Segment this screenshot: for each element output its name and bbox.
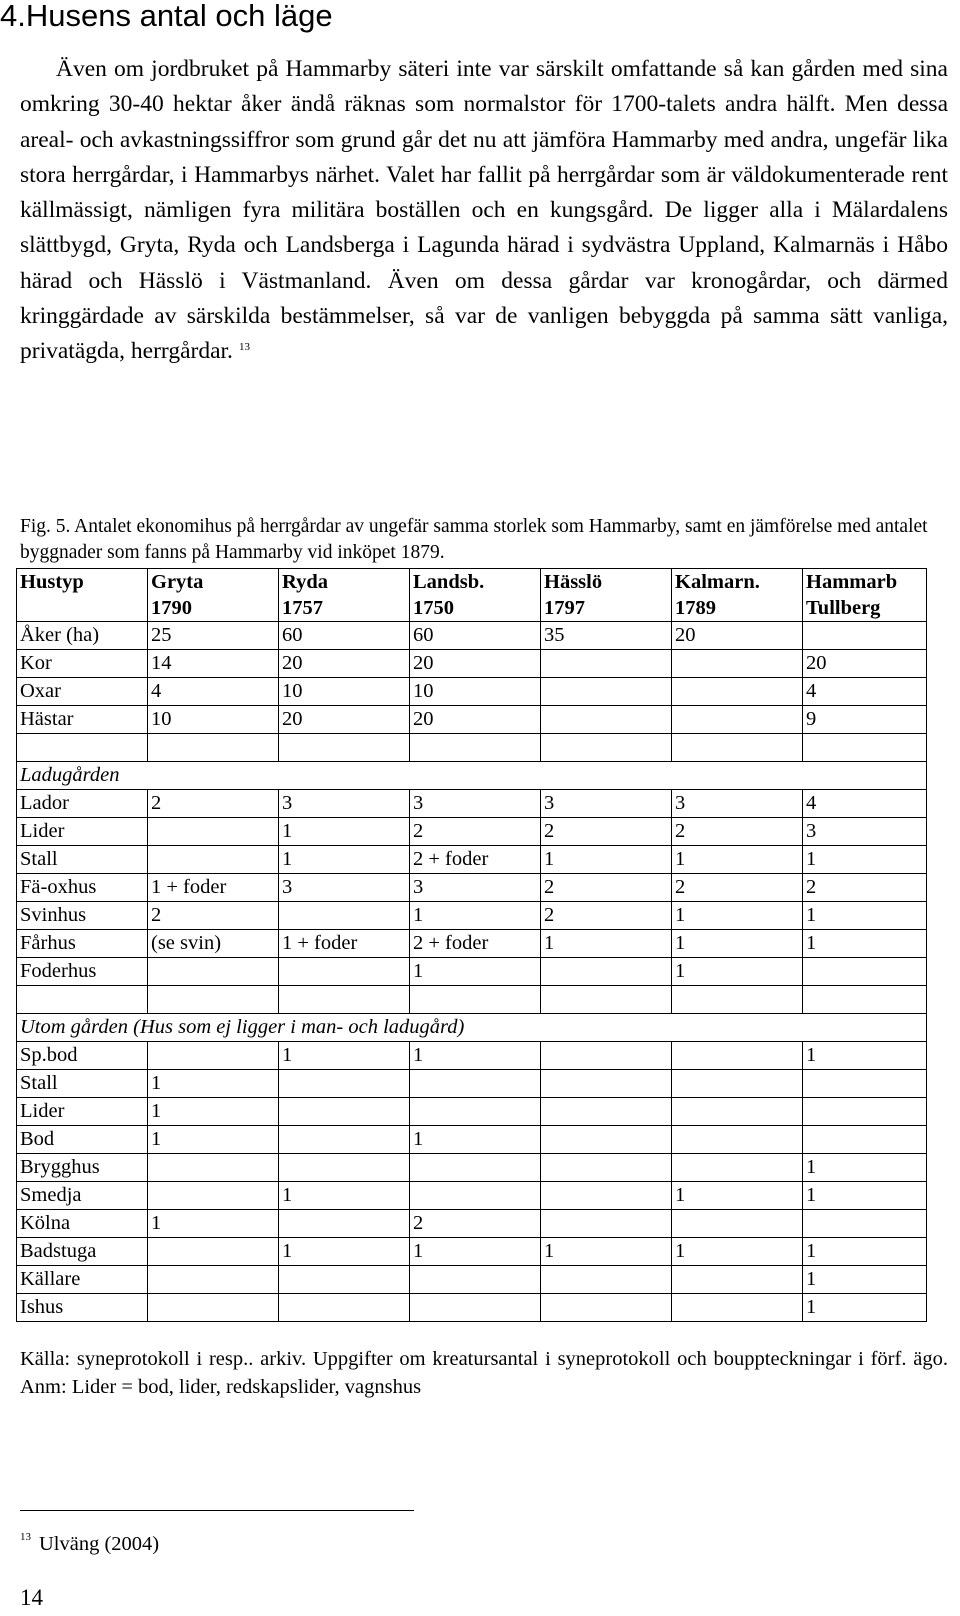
row-label-cell: Stall [17,846,148,874]
column-header [279,569,410,622]
row-label-cell: Foderhus [17,958,148,986]
table-blank-row [17,734,927,762]
table-cell: 1 [803,1042,927,1070]
table-cell: (se svin) [148,930,279,958]
table-cell: 4 [803,790,927,818]
table-cell [148,1042,279,1070]
row-label-cell: Lador [17,790,148,818]
column-header-line: 1757 [282,597,323,619]
table-cell [148,986,279,1014]
table-cell [148,958,279,986]
row-label-cell: Lider [17,1098,148,1126]
table-cell: 1 [803,902,927,930]
column-header [803,569,927,622]
column-header-line: Hammarb [806,571,898,593]
column-header [148,569,279,622]
table-cell [541,1182,672,1210]
table-cell [672,1070,803,1098]
table-cell: 1 [803,930,927,958]
table-row [17,1294,927,1322]
table-row [17,1070,927,1098]
table-row [17,846,927,874]
column-header-line: Gryta [151,571,204,593]
table-cell [279,1210,410,1238]
column-header-line: 1750 [413,597,454,619]
body-paragraph [20,52,948,370]
page-number: 14 [20,1585,43,1610]
row-label-cell: Smedja [17,1182,148,1210]
table-cell [279,1070,410,1098]
table-cell: 1 [672,930,803,958]
table-cell: 10 [410,678,541,706]
column-header-line: Hässlö [544,571,603,593]
table-cell: 2 + foder [410,930,541,958]
table-section-row [17,762,927,790]
table-cell [803,622,927,650]
table-cell [541,1126,672,1154]
column-header-line: 1789 [675,597,716,619]
table-cell [148,1266,279,1294]
row-label-cell: Oxar [17,678,148,706]
table-cell: 2 [410,818,541,846]
table-cell [279,986,410,1014]
table-row [17,1266,927,1294]
row-label-cell: Bod [17,1126,148,1154]
table-cell [148,1154,279,1182]
table-cell: 9 [803,706,927,734]
row-label-cell: Kor [17,650,148,678]
column-header [672,569,803,622]
table-cell: 3 [410,874,541,902]
table-cell: 60 [279,622,410,650]
table-cell [803,1126,927,1154]
footnote [20,1530,159,1558]
table-cell [541,706,672,734]
table-cell [148,1238,279,1266]
section-heading: 4.Husens antal och läge [0,0,333,33]
table-cell [279,1154,410,1182]
row-label-cell: Stall [17,1070,148,1098]
table-cell [672,734,803,762]
table-cell: 1 [279,1238,410,1266]
table-cell: 1 + foder [148,874,279,902]
table-cell [17,986,148,1014]
table-cell: 10 [279,678,410,706]
row-label-cell: Svinhus [17,902,148,930]
table-cell [541,1210,672,1238]
table-cell: 1 [672,902,803,930]
table-cell: 1 [410,1042,541,1070]
table-cell [803,958,927,986]
table-row [17,678,927,706]
table-cell: 1 [148,1098,279,1126]
table-cell: 4 [148,678,279,706]
table-cell [672,1210,803,1238]
row-label-cell: Källare [17,1266,148,1294]
table-cell: 4 [803,678,927,706]
column-header-line: 1790 [151,597,192,619]
table-cell [17,734,148,762]
table-cell: 1 [279,846,410,874]
table-cell: 1 [803,1266,927,1294]
table-cell: 25 [148,622,279,650]
table-cell: 3 [279,790,410,818]
table-cell [148,1294,279,1322]
table-cell: 1 [803,1294,927,1322]
column-header [541,569,672,622]
table-cell [279,1126,410,1154]
table-cell [148,818,279,846]
table-cell [541,650,672,678]
column-header-line: Kalmarn. [675,571,760,593]
table-cell [541,958,672,986]
table-cell [410,1098,541,1126]
table-row [17,1126,927,1154]
table-cell [803,1070,927,1098]
table-cell [410,1266,541,1294]
table-cell: 1 [672,846,803,874]
table-cell [541,1042,672,1070]
column-header-line: Landsb. [413,571,485,593]
table-row [17,874,927,902]
column-header-line: Hustyp [20,571,84,593]
footnote-divider [20,1510,414,1511]
table-cell: 2 + foder [410,846,541,874]
table-cell [541,986,672,1014]
table-cell [672,1098,803,1126]
table-cell [410,734,541,762]
table-cell: 1 [279,1042,410,1070]
table-cell: 2 [672,818,803,846]
table-cell: 1 [148,1126,279,1154]
table-cell [148,734,279,762]
table-cell [410,1070,541,1098]
table-cell: 2 [148,790,279,818]
row-label-cell: Fårhus [17,930,148,958]
table-cell: 1 [803,1238,927,1266]
table-cell: 1 [672,958,803,986]
table-row [17,1210,927,1238]
table-row [17,958,927,986]
row-label-cell: Fä-oxhus [17,874,148,902]
table-cell: 1 [803,1182,927,1210]
table-cell: 3 [672,790,803,818]
table-cell: 20 [279,706,410,734]
table-cell: 1 [410,1238,541,1266]
table-cell: 2 [803,874,927,902]
table-cell: 1 [803,846,927,874]
table-cell [672,706,803,734]
column-header [410,569,541,622]
column-header-line: Ryda [282,571,328,593]
table-cell [541,1154,672,1182]
table-cell: 1 [410,1126,541,1154]
table-cell: 2 [541,874,672,902]
table-cell: 1 [803,1154,927,1182]
table-cell: 2 [410,1210,541,1238]
table-cell [410,1154,541,1182]
row-label-cell: Ishus [17,1294,148,1322]
table-cell [672,1154,803,1182]
table-cell: 1 [148,1070,279,1098]
table-cell: 1 [279,1182,410,1210]
table-blank-row [17,986,927,1014]
table-row [17,706,927,734]
table-cell [148,846,279,874]
table-cell: 2 [148,902,279,930]
table-cell: 20 [279,650,410,678]
table-cell: 3 [410,790,541,818]
table-cell [803,1210,927,1238]
table-cell: 1 + foder [279,930,410,958]
table-cell [672,1266,803,1294]
table-header-row [17,569,927,622]
table-cell [279,734,410,762]
row-label-cell: Lider [17,818,148,846]
table-cell [279,1294,410,1322]
table-cell [672,650,803,678]
table-cell [803,986,927,1014]
table-cell: 1 [541,1238,672,1266]
table-row [17,1182,927,1210]
table-row [17,902,927,930]
table-cell: 14 [148,650,279,678]
table-cell: 1 [672,1182,803,1210]
row-label-cell: Hästar [17,706,148,734]
table-cell: 2 [541,902,672,930]
table-row [17,622,927,650]
table-cell: 20 [410,650,541,678]
table-cell: 3 [803,818,927,846]
section-label: Ladugården [17,762,927,790]
table-cell [672,678,803,706]
table-cell: 10 [148,706,279,734]
table-cell [148,1182,279,1210]
table-row [17,930,927,958]
section-label: Utom gården (Hus som ej ligger i man- och ladugård) [17,1014,927,1042]
table-row [17,818,927,846]
table-cell: 1 [541,846,672,874]
column-header-line: Tullberg [806,597,881,619]
table-cell [410,1182,541,1210]
table-cell: 20 [803,650,927,678]
figure-caption: Fig. 5. Antalet ekonomihus på herrgårdar av ungefär samma storlek som Hammarby, samt en jämförelse med antalet byggnader som fanns på Hammarby vid inköpet 1879. [20,516,928,563]
table-cell: 2 [672,874,803,902]
table-cell: 60 [410,622,541,650]
table-row [17,1154,927,1182]
footnote-text: Ulväng (2004) [39,1533,160,1555]
row-label-cell: Åker (ha) [17,622,148,650]
table-cell: 20 [410,706,541,734]
table-cell: 1 [148,1210,279,1238]
table-row [17,1098,927,1126]
table-cell [541,1294,672,1322]
table-cell: 3 [279,874,410,902]
table-cell: 20 [672,622,803,650]
table-cell: 1 [541,930,672,958]
footnote-number: 13 [20,1531,31,1543]
row-label-cell: Brygghus [17,1154,148,1182]
table-cell: 1 [279,818,410,846]
buildings-table [16,568,927,1322]
table-cell [279,958,410,986]
table-cell [541,1070,672,1098]
table-section-row [17,1014,927,1042]
table-row [17,650,927,678]
table-row [17,790,927,818]
table-cell [279,1098,410,1126]
table-cell [672,1294,803,1322]
table-cell [279,1266,410,1294]
table-cell [410,986,541,1014]
table-cell: 1 [672,1238,803,1266]
column-header-line: 1797 [544,597,585,619]
table-cell: 2 [541,818,672,846]
table-cell: 1 [410,958,541,986]
table-cell [279,902,410,930]
table-cell [672,986,803,1014]
column-header [17,569,148,622]
table-cell [541,1266,672,1294]
table-row [17,1238,927,1266]
row-label-cell: Kölna [17,1210,148,1238]
paragraph-text: Även om jordbruket på Hammarby säteri inte var särskilt omfattande så kan gården med sina omkring 30-40 hektar åker ändå räknas som normalstor för 1700-talets andra hälft. Men dessa areal- och avkastningssiffror som grund går det nu att jämföra Hammarby med andra, ungefär lika stora herrgårdar, i Hammarbys närhet. Valet har fallit på herrgårdar som är väldokumenterade rent källmässigt, nämligen fyra militära boställen och en kungsgård. De ligger alla i Mälardalens slättbygd, Gryta, Ryda och Landsberga i Lagunda härad i sydvästra Uppland, Kalmarnäs i Håbo härad och Hässlö i Västmanland. Även om dessa gårdar var kronogårdar, och därmed kringgärdade av särskilda bestämmelser, så var de vanligen bebyggda på samma sätt vanliga, privatägda, herrgårdar. [20,56,948,365]
source-note: Källa: syneprotokoll i resp.. arkiv. Uppgifter om kreatursantal i syneprotokoll och bouppteckningar i förf. ägo. Anm: Lider = bod, lider, redskapslider, vagnshus [20,1348,948,1398]
table-row [17,1042,927,1070]
table-cell: 3 [541,790,672,818]
table-cell: 1 [410,902,541,930]
table-cell [410,1294,541,1322]
table-cell [803,1098,927,1126]
table-cell [672,1042,803,1070]
row-label-cell: Sp.bod [17,1042,148,1070]
footnote-reference: 13 [238,340,250,353]
table-cell [541,1098,672,1126]
table-cell [672,1126,803,1154]
table-cell [541,734,672,762]
table-cell [541,678,672,706]
row-label-cell: Badstuga [17,1238,148,1266]
table-cell: 35 [541,622,672,650]
table-cell [803,734,927,762]
